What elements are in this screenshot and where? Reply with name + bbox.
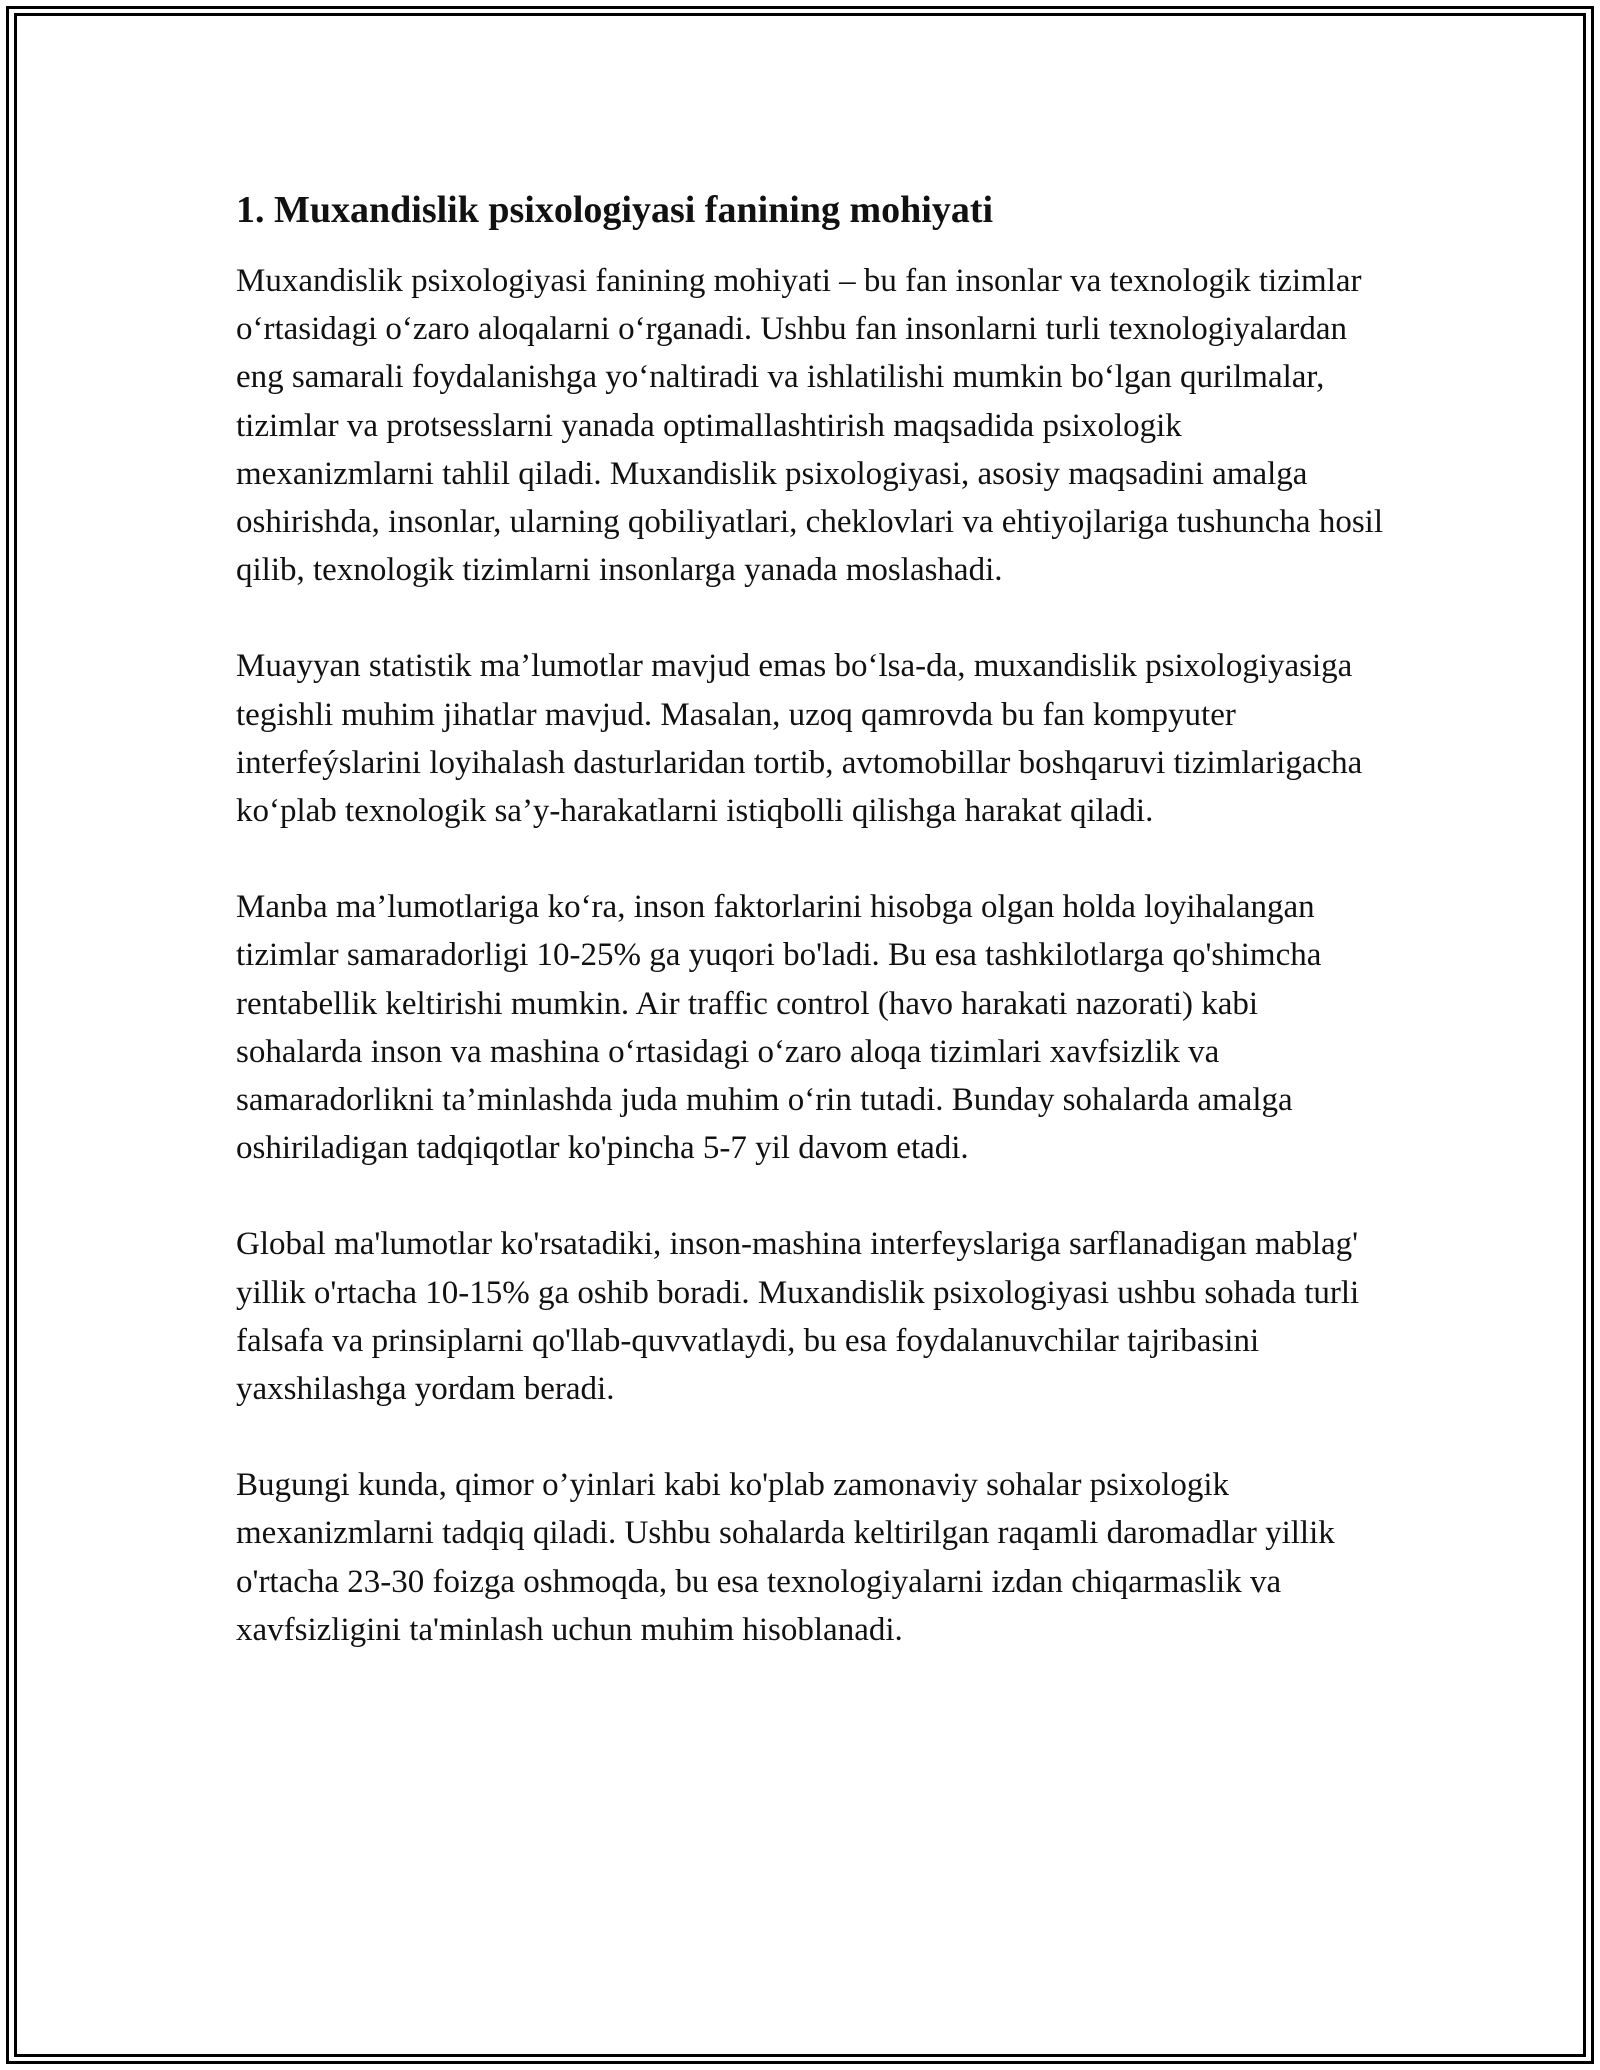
paragraph-5: Bugungi kunda, qimor o’yinlari kabi ko'plab zamonaviy sohalar psixologik mexanizmlarni tadqiq qiladi. Ushbu sohalarda keltirilgan raqamli daromadlar yillik o'rtacha 23-30 foizga oshmoqda, bu esa texnologiyalarni izdan chiqarmaslik va xavfsizligini ta'minlash uchun muhim hisoblanadi. (236, 1467, 1335, 1648)
document-body (236, 185, 1386, 1702)
paragraph-2: Muayyan statistik ma’lumotlar mavjud emas bo‘lsa-da, muxandislik psixologiyasiga tegishli muhim jihatlar mavjud. Masalan, uzoq qamrovda bu fan kompyuter interfeýslarini loyihalash dasturlaridan tortib, avtomobillar boshqaruvi tizimlarigacha ko‘plab texnologik sa’y-harakatlarni istiqbolli qilishga harakat qiladi. (236, 648, 1363, 830)
paragraph-3: Manba ma’lumotlariga ko‘ra, inson faktorlarini hisobga olgan holda loyihalangan tizimlar samaradorligi 10-25% ga yuqori bo'ladi. Bu esa tashkilotlarga qo'shimcha rentabellik keltirishi mumkin. Air traffic control (havo harakati nazorati) kabi sohalarda inson va mashina o‘rtasidagi o‘zaro aloqa tizimlari xavfsizlik va samaradorlikni ta’minlashda juda muhim o‘rin tutadi. Bunday sohalarda amalga oshiriladigan tadqiqotlar ko'pincha 5-7 yil davom etadi. (236, 889, 1322, 1167)
paragraph-4: Global ma'lumotlar ko'rsatadiki, inson-mashina interfeyslariga sarflanadigan mablag' yillik o'rtacha 10-15% ga oshib boradi. Muxandislik psixologiyasi ushbu sohada turli falsafa va prinsiplarni qo'llab-quvvatlaydi, bu esa foydalanuvchilar tajribasini yaxshilashga yordam beradi. (236, 1226, 1360, 1408)
paragraph-1: Muxandislik psixologiyasi fanining mohiyati – bu fan insonlar va texnologik tizimlar o‘rtasidagi o‘zaro aloqalarni o‘rganadi. Ushbu fan insonlarni turli texnologiyalardan eng samarali foydalanishga yo‘naltiradi va ishlatilishi mumkin bo‘lgan qurilmalar, tizimlar va protsesslarni yanada optimallashtirish maqsadida psixologik mexanizmlarni tahlil qiladi. Muxandislik psixologiyasi, asosiy maqsadini amalga oshirishda, insonlar, ularning qobiliyatlari, cheklovlari va ehtiyojlariga tushuncha hosil qilib, texnologik tizimlarni insonlarga yanada moslashadi. (236, 263, 1384, 589)
section-heading: 1. Muxandislik psixologiyasi fanining mohiyati (236, 189, 994, 231)
